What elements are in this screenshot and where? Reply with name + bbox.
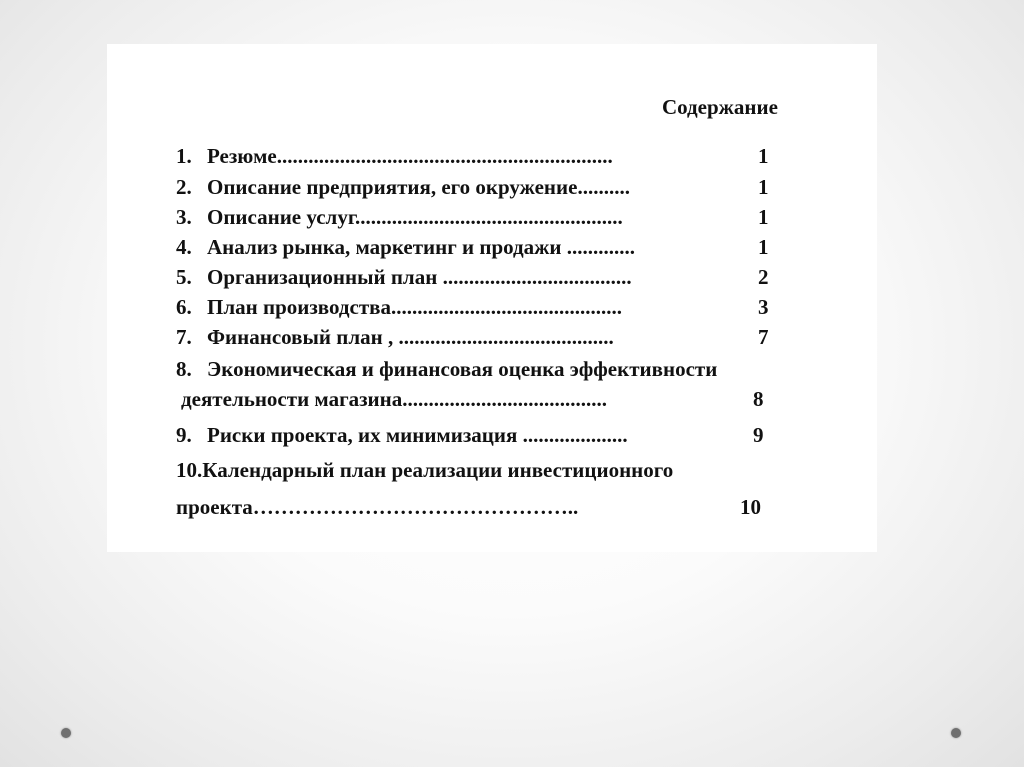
toc-item-leader: .................... [517, 423, 628, 447]
toc-item-number: 6. [176, 295, 192, 319]
toc-item-9 [176, 423, 764, 447]
toc-item-title: Финансовый план , [207, 325, 394, 349]
toc-item-page: 2 [758, 265, 769, 289]
toc-item-leader: ............................................ [390, 295, 622, 319]
toc-item-number: 4. [176, 235, 192, 259]
toc-item-10-continued [176, 495, 761, 519]
toc-item-number: 2. [176, 175, 192, 199]
toc-item-title: Описание предприятия, его окружение [207, 175, 578, 199]
toc-item-8 [176, 359, 717, 380]
toc-item-page: 1 [758, 235, 769, 259]
toc-item-2 [176, 175, 769, 199]
toc-item-page: 1 [758, 175, 769, 199]
toc-item-number: 1. [176, 144, 192, 168]
toc-item-leader: .......... [577, 175, 630, 199]
toc-item-title: План производства [207, 295, 391, 319]
toc-item-title: Риски проекта, их минимизация [207, 423, 518, 447]
toc-item-10 [176, 460, 673, 481]
decorative-dot-left [61, 728, 71, 738]
toc-item-leader: .................................... [437, 265, 632, 289]
toc-item-page: 8 [753, 387, 764, 411]
toc-heading: Содержание [662, 95, 778, 119]
toc-item-leader: ............. [561, 235, 635, 259]
toc-item-title: Резюме [207, 144, 277, 168]
toc-item-number: 7. [176, 325, 192, 349]
decorative-dot-right [951, 728, 961, 738]
toc-item-title: Описание услуг [207, 205, 356, 229]
toc-item-leader: ................................................... [355, 205, 623, 229]
toc-item-number: 8. [176, 357, 192, 381]
toc-item-8-continued [181, 387, 764, 411]
toc-item-page: 9 [753, 423, 764, 447]
toc-item-page: 3 [758, 295, 769, 319]
toc-item-number: 9. [176, 423, 192, 447]
toc-item-leader: ……………………………………….. [252, 495, 579, 519]
toc-item-3 [176, 205, 769, 229]
toc-item-title: Анализ рынка, маркетинг и продажи [207, 235, 562, 259]
toc-item-5 [176, 265, 769, 289]
toc-item-1 [176, 144, 769, 168]
toc-item-6 [176, 295, 769, 319]
toc-item-leader: ......................................... [393, 325, 614, 349]
toc-item-page: 1 [758, 205, 769, 229]
toc-item-title: Экономическая и финансовая оценка эффективности [207, 357, 718, 381]
toc-item-page: 7 [758, 325, 769, 349]
toc-item-number: 3. [176, 205, 192, 229]
toc-item-title: Организационный план [207, 265, 438, 289]
toc-item-7 [176, 325, 769, 349]
toc-item-page: 1 [758, 144, 769, 168]
toc-item-title: проекта [176, 495, 253, 519]
toc-item-leader: ....................................... [402, 387, 607, 411]
toc-item-page: 10 [740, 495, 761, 519]
toc-item-number: 10. [176, 458, 203, 482]
toc-item-number: 5. [176, 265, 192, 289]
toc-item-4 [176, 235, 769, 259]
toc-item-title: Календарный план реализации инвестиционного [202, 458, 674, 482]
toc-item-leader: ................................................................ [276, 144, 613, 168]
toc-item-title: деятельности магазина [181, 387, 403, 411]
